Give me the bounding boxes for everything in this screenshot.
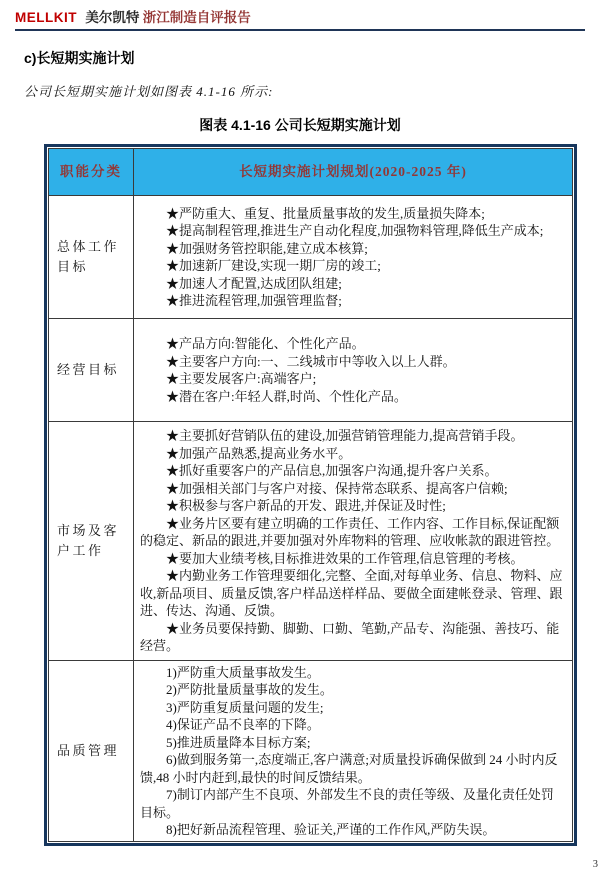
column-header-plan: 长短期实施计划规划(2020-2025 年) [134, 149, 573, 196]
category-cell: 品质管理 [49, 661, 134, 842]
table-row-quality [49, 661, 573, 842]
plan-item: ★加速新厂建设,实现一期厂房的竣工; [166, 258, 381, 273]
plan-item: ★内勤业务工作管理要细化,完整、全面,对每单业务、信息、物料、应收,新品项目、质量反馈,客户样品送样样品、要做全面建帐登录、管理、跟进、传达、沟通、反馈。 [140, 568, 563, 619]
brand-name-cn: 美尔凯特 [85, 10, 140, 25]
items-cell [134, 422, 573, 661]
plan-table [48, 148, 573, 842]
section-heading: c)长短期实施计划 [24, 50, 135, 66]
items-cell [134, 319, 573, 422]
plan-item: ★严防重大、重复、批量质量事故的发生,质量损失降本; [166, 205, 485, 221]
plan-item: ★提高制程管理,推进生产自动化程度,加强物料管理,降低生产成本; [166, 223, 544, 238]
plan-item: ★抓好重要客户的产品信息,加强客户沟通,提升客户关系。 [166, 463, 498, 479]
page-number: 3 [592, 859, 598, 870]
table-row-business-goals [49, 319, 573, 422]
table-caption: 图表 4.1-16 公司长短期实施计划 [199, 117, 401, 133]
table-row-market-customer [49, 422, 573, 661]
plan-item: ★加强相关部门与客户对接、保持常态联系、提高客户信赖; [166, 480, 508, 496]
plan-item: 3)严防重复质量问题的发生; [166, 699, 324, 715]
plan-item: ★主要发展客户:高端客户; [166, 371, 317, 386]
plan-item: 7)制订内部产生不良项、外部发生不良的责任等级、及量化责任处罚目标。 [140, 787, 554, 820]
report-title: 浙江制造自评报告 [142, 10, 251, 25]
plan-item: ★产品方向:智能化、个性化产品。 [166, 336, 365, 351]
plan-item: 8)把好新品流程管理、验证关,严谨的工作作风,严防失误。 [166, 822, 496, 837]
plan-item: ★积极参与客户新品的开发、跟进,并保证及时性; [166, 498, 446, 514]
plan-item: ★加速人才配置,达成团队组建; [166, 275, 342, 291]
column-header-category: 职能分类 [49, 149, 134, 196]
table-header-row [49, 149, 573, 196]
plan-item: ★加强财务管控职能,建立成本核算; [166, 240, 368, 256]
plan-item: ★要加大业绩考核,目标推进效果的工作管理,信息管理的考核。 [166, 550, 524, 566]
plan-table-outer-border [44, 144, 577, 846]
plan-item: ★潜在客户:年轻人群,时尚、个性化产品。 [166, 388, 407, 404]
plan-item: ★业务员要保持勤、脚勤、口勤、笔勤,产品专、沟能强、善技巧、能经营。 [140, 620, 560, 654]
items-cell [134, 661, 573, 842]
page-header [0, 0, 600, 26]
items-cell [134, 196, 573, 319]
category-cell: 总体工作目标 [49, 196, 134, 319]
table-row-overall-goals [49, 196, 573, 319]
plan-item: 4)保证产品不良率的下降。 [166, 717, 320, 732]
plan-item: ★推进流程管理,加强管理监督; [166, 293, 342, 308]
plan-item: 5)推进质量降本目标方案; [166, 734, 311, 750]
intro-text: 公司长短期实施计划如图表 4.1-16 所示: [24, 84, 274, 99]
brand-logo-text: MELLKIT [15, 10, 77, 25]
plan-item: 2)严防批量质量事故的发生。 [166, 682, 333, 697]
plan-item: 1)严防重大质量事故发生。 [166, 664, 320, 680]
plan-item: 6)做到服务第一,态度端正,客户满意;对质量投诉确保做到 24 小时内反馈,48 小时内赶到,最快的时间反馈结果。 [140, 752, 558, 785]
plan-item: ★业务片区要有建立明确的工作责任、工作内容、工作目标,保证配额的稳定、新品的跟进,并要加强对外库物料的管理、应收帐款的跟进管控。 [140, 515, 560, 549]
plan-item: ★加强产品熟悉,提高业务水平。 [166, 445, 352, 461]
category-cell: 市场及客户工作 [49, 422, 134, 661]
category-cell: 经营目标 [49, 319, 134, 422]
header-divider [15, 29, 585, 31]
plan-item: ★主要客户方向:一、二线城市中等收入以上人群。 [166, 353, 456, 369]
plan-item: ★主要抓好营销队伍的建设,加强营销管理能力,提高营销手段。 [166, 428, 524, 444]
